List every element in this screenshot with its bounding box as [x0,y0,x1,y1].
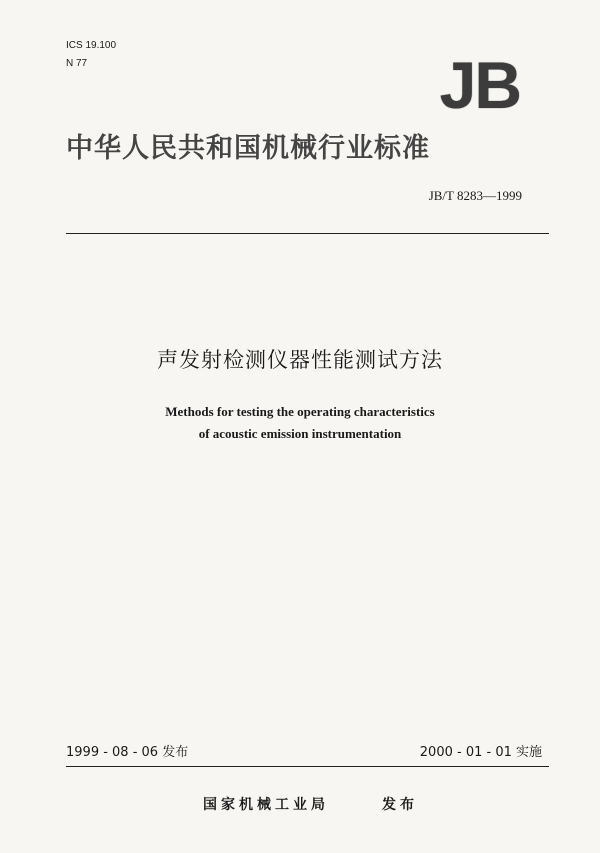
issue-date: 1999 - 08 - 06 发布 [66,745,189,760]
document-title-english-line1: Methods for testing the operating characteristics [165,404,435,419]
jb-logo: JB [439,48,520,122]
document-title-english-line2: of acoustic emission instrumentation [198,426,402,441]
standard-code: JB/T 8283—1999 [428,188,522,203]
organization-title: 中华人民共和国机械行业标准 [66,133,430,164]
header-divider [66,233,549,234]
ccs-code: N 77 [66,58,88,69]
issuing-authority: 国家机械工业局 [203,797,329,813]
document-title-chinese: 声发射检测仪器性能测试方法 [157,348,443,372]
footer-divider [66,766,549,767]
ics-code: ICS 19.100 [66,40,117,51]
implementation-date: 2000 - 01 - 01 实施 [419,745,542,760]
issuer-verb: 发布 [382,797,418,813]
